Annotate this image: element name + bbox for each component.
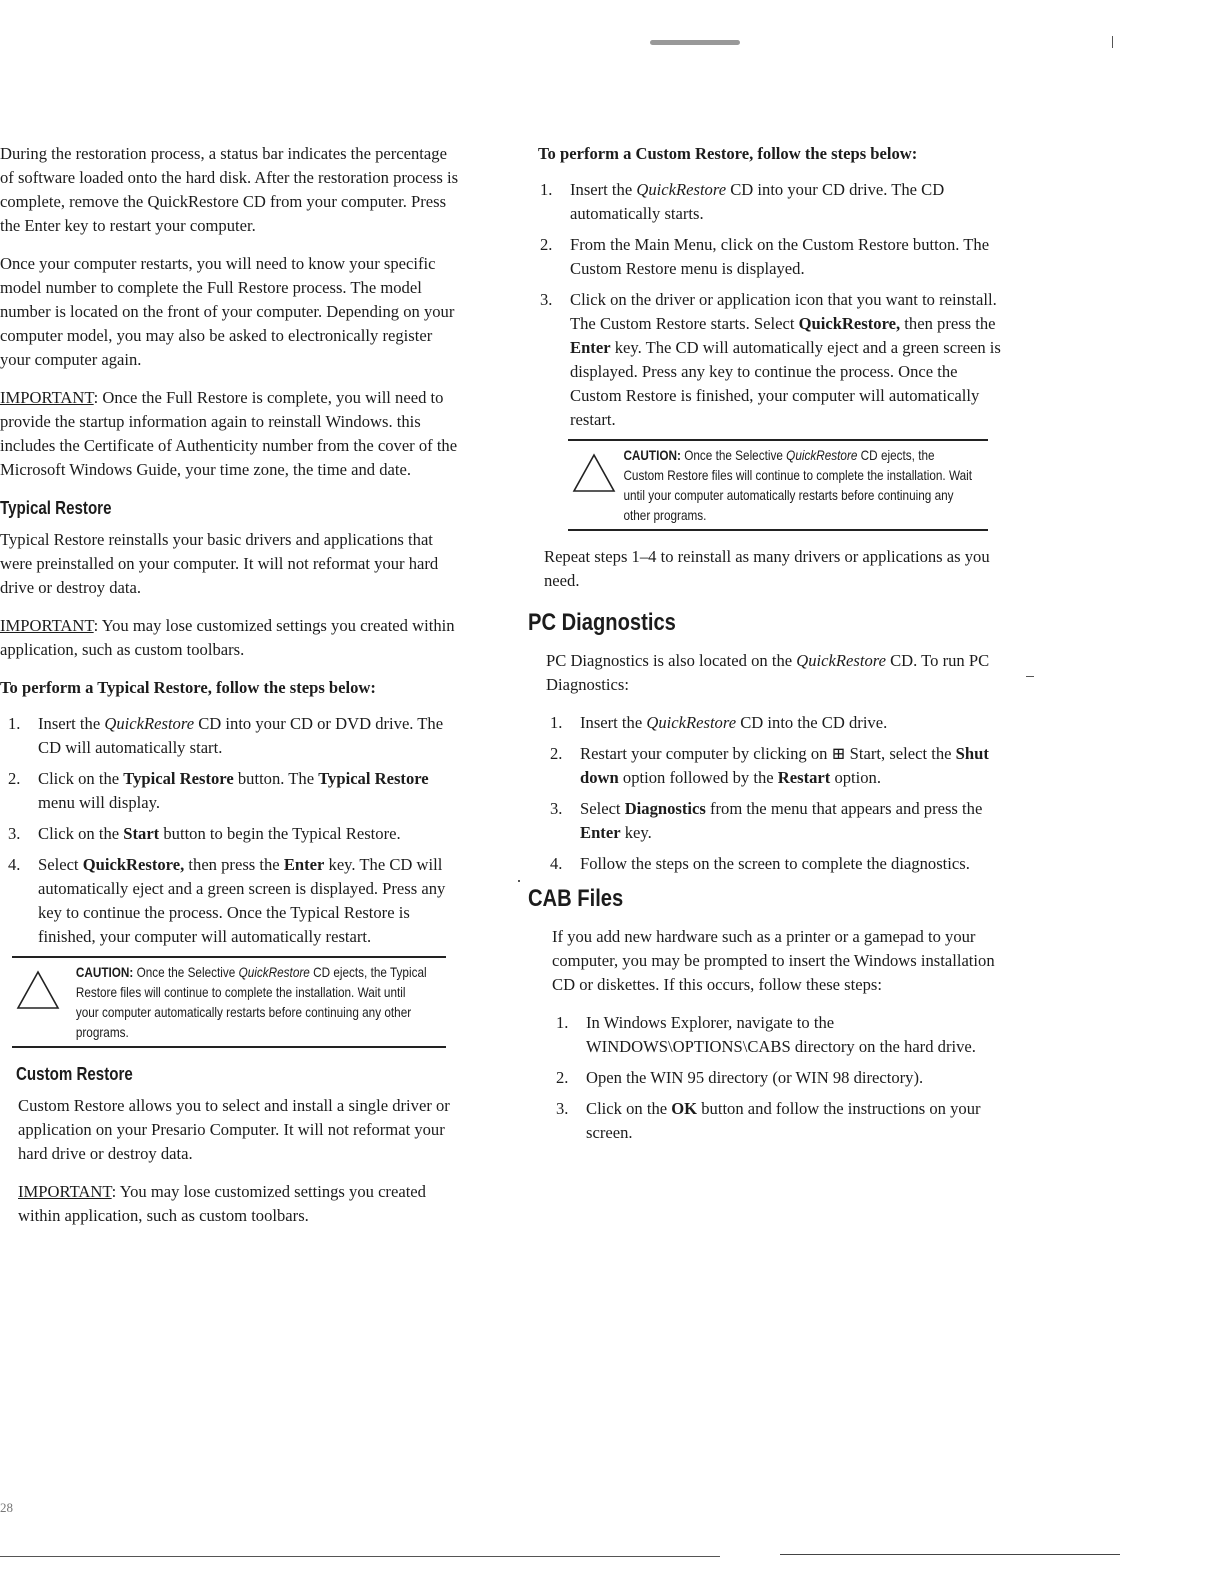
step-text: Shut down <box>580 744 989 787</box>
text-run: CAUTION: <box>623 447 681 463</box>
list-item <box>0 822 462 846</box>
step-text: In Windows Explorer, navigate to the WINDOWS\OPTIONS\CABS directory on the hard drive. <box>586 1013 976 1056</box>
step-text: From the Main Menu, click on the Custom Restore button. The Custom Restore menu is displayed. <box>570 235 990 278</box>
cab-files-heading: CAB Files <box>528 885 624 912</box>
list-item <box>0 853 462 949</box>
custom-restore-heading: Custom Restore <box>16 1064 133 1084</box>
list-item <box>532 178 1008 226</box>
list-item <box>548 1011 1008 1059</box>
restore-status-paragraph: During the restoration process, a status bar indicates the percentage of software loaded onto the hard disk. After the restoration process is complete, remove the QuickRestore CD from your computer. Press the Enter key to restart your computer. <box>0 144 459 235</box>
step-text: Open the WIN 95 directory (or WIN 98 directory). <box>586 1068 924 1087</box>
step-text: option followed by the <box>618 768 778 787</box>
step-text: menu will display. <box>38 793 160 812</box>
list-item <box>0 767 462 815</box>
caution-box <box>12 956 446 1048</box>
scan-smudge <box>650 40 740 45</box>
important-text: : Once the Full Restore is complete, you will need to provide the startup information again to reinstall Windows. this includes the Certificate of Authenticity number from the cover of the Microsoft Windows Guide, your time zone, the time and date. <box>0 388 458 479</box>
pc-diagnostics-paragraph <box>528 649 1008 697</box>
step-number: 1. <box>556 1013 569 1032</box>
step-text: Follow the steps on the screen to complete the diagnostics. <box>580 854 970 873</box>
step-text: Insert the <box>580 713 647 732</box>
step-text: QuickRestore <box>636 180 727 199</box>
list-item <box>542 852 1008 876</box>
step-number: 3. <box>556 1099 569 1118</box>
step-text: option. <box>830 768 882 787</box>
model-number-paragraph: Once your computer restarts, you will need to know your specific model number to complete the Full Restore process. The model number is located on the front of your computer. Depending on your computer model, you may also be asked to electronically register your computer again. <box>0 254 455 369</box>
typical-restore-heading: Typical Restore <box>0 498 112 518</box>
step-text: key. The CD will automatically eject and a green screen is displayed. Press any key to continue the process. Once the Typical Restore is finished, your computer will automatically restart. <box>38 855 446 946</box>
scan-rule-bottom-left <box>0 1556 720 1557</box>
important-label: IMPORTANT <box>18 1182 112 1201</box>
step-number: 3. <box>8 824 21 843</box>
typical-restore-steps <box>0 712 462 949</box>
step-text: Restart <box>777 768 831 787</box>
text-run: QuickRestore <box>786 447 858 463</box>
important-note-1 <box>0 386 462 482</box>
step-text: Click on the <box>38 769 124 788</box>
list-item <box>532 288 1008 432</box>
cab-files-steps <box>528 1011 1008 1145</box>
step-text: Typical Restore <box>123 769 234 788</box>
caution-text <box>568 445 976 525</box>
custom-restore-steps <box>528 178 1008 432</box>
list-item <box>542 711 1008 735</box>
text-run: Once the Selective <box>133 964 239 980</box>
important-text: : You may lose customized settings you created within application, such as custom toolbars. <box>0 616 455 659</box>
step-text: QuickRestore, <box>82 855 185 874</box>
custom-steps-lead: To perform a Custom Restore, follow the steps below: <box>538 144 918 163</box>
step-text: key. <box>620 823 652 842</box>
step-text: Insert the <box>38 714 105 733</box>
step-number: 2. <box>8 769 21 788</box>
step-text: button to begin the Typical Restore. <box>159 824 401 843</box>
step-text: then press the <box>184 855 284 874</box>
step-text: QuickRestore <box>104 714 195 733</box>
text-run: CD. To run PC Diagnostics: <box>546 651 990 694</box>
step-text: Start <box>123 824 160 843</box>
step-number: 3. <box>550 799 563 818</box>
list-item <box>0 712 462 760</box>
text-run: CAUTION: <box>75 964 134 980</box>
scan-speck <box>518 880 520 882</box>
important-label: IMPORTANT <box>0 616 94 635</box>
step-text: Select <box>580 799 625 818</box>
important-text: : You may lose customized settings you created within application, such as custom toolbars. <box>18 1182 426 1225</box>
step-text: CD into your CD or DVD drive. The CD will automatically start. <box>38 714 444 757</box>
left-column <box>0 142 462 1242</box>
list-item <box>548 1097 1008 1145</box>
text-run: CD ejects, the Typical Restore files will continue to complete the installation. Wait until your computer automatically restarts before continuing any other programs. <box>75 964 427 1040</box>
step-number: 1. <box>540 180 553 199</box>
custom-restore-paragraph: Custom Restore allows you to select and install a single driver or application on your Presario Computer. It will not reformat your hard drive or destroy data. <box>18 1096 450 1163</box>
step-text: Select <box>38 855 83 874</box>
caution-box <box>568 439 988 531</box>
list-item <box>542 797 1008 845</box>
step-number: 2. <box>540 235 553 254</box>
step-text: OK <box>671 1099 698 1118</box>
page-number: 28 <box>0 1500 13 1515</box>
step-number: 4. <box>8 855 21 874</box>
step-text: Enter <box>580 823 621 842</box>
caution-text <box>12 962 429 1042</box>
step-text: button and follow the instructions on your screen. <box>586 1099 981 1142</box>
step-text: key. The CD will automatically eject and a green screen is displayed. Press any key to continue the process. Once the Custom Restore is finished, your computer will automatically restart. <box>570 338 1001 429</box>
step-number: 1. <box>550 713 563 732</box>
typical-restore-paragraph: Typical Restore reinstalls your basic drivers and applications that were preinstalled on your computer. It will not reformat your hard drive or destroy data. <box>0 530 439 597</box>
text-run: Once the Selective <box>680 447 787 463</box>
typical-steps-lead: To perform a Typical Restore, follow the steps below: <box>0 678 376 697</box>
text-run: CD ejects, the Custom Restore files will continue to complete the installation. Wait until your computer automatically restarts before continuing any other programs. <box>623 447 973 523</box>
important-note-3 <box>0 1180 462 1228</box>
step-text: button. The <box>233 769 319 788</box>
step-number: 2. <box>556 1068 569 1087</box>
scan-speck <box>1026 676 1034 677</box>
step-text: Click on the <box>586 1099 672 1118</box>
important-label: IMPORTANT <box>0 388 94 407</box>
list-item <box>532 233 1008 281</box>
scan-rule-bottom-right <box>780 1554 1120 1555</box>
step-text: QuickRestore <box>646 713 737 732</box>
step-number: 1. <box>8 714 21 733</box>
step-text: from the menu that appears and press the <box>705 799 983 818</box>
step-text: Click on the <box>38 824 124 843</box>
list-item <box>548 1066 1008 1090</box>
step-text: Diagnostics <box>624 799 706 818</box>
text-run: QuickRestore <box>796 651 886 670</box>
step-text: QuickRestore, <box>798 314 901 333</box>
pc-diagnostics-steps <box>528 711 1008 876</box>
pc-diagnostics-heading: PC Diagnostics <box>528 609 676 636</box>
step-text: Enter <box>570 338 611 357</box>
step-text: Insert the <box>570 180 637 199</box>
step-text: CD into your CD drive. The CD automatically starts. <box>570 180 945 223</box>
right-column <box>528 142 1008 1152</box>
step-number: 4. <box>550 854 563 873</box>
repeat-steps-paragraph: Repeat steps 1–4 to reinstall as many drivers or applications as you need. <box>544 547 990 590</box>
step-text: Start, select the <box>845 744 956 763</box>
text-run: QuickRestore <box>238 964 310 980</box>
important-note-2 <box>0 614 462 662</box>
cab-files-paragraph: If you add new hardware such as a printer or a gamepad to your computer, you may be prompted to insert the Windows installation CD or diskettes. If this occurs, follow these steps: <box>552 927 995 994</box>
list-item <box>542 742 1008 790</box>
step-text: Click on the driver or application icon that you want to reinstall. The Custom Restore starts. Select <box>570 290 997 333</box>
step-text: then press the <box>900 314 996 333</box>
step-number: 3. <box>540 290 553 309</box>
step-text: CD into the CD drive. <box>736 713 888 732</box>
windows-start-icon: ⊞ <box>831 744 846 763</box>
scan-speck <box>1112 36 1113 48</box>
step-text: Enter <box>283 855 325 874</box>
step-number: 2. <box>550 744 563 763</box>
step-text: Typical Restore <box>318 769 429 788</box>
text-run: PC Diagnostics is also located on the <box>546 651 797 670</box>
step-text: Restart your computer by clicking on <box>580 744 832 763</box>
